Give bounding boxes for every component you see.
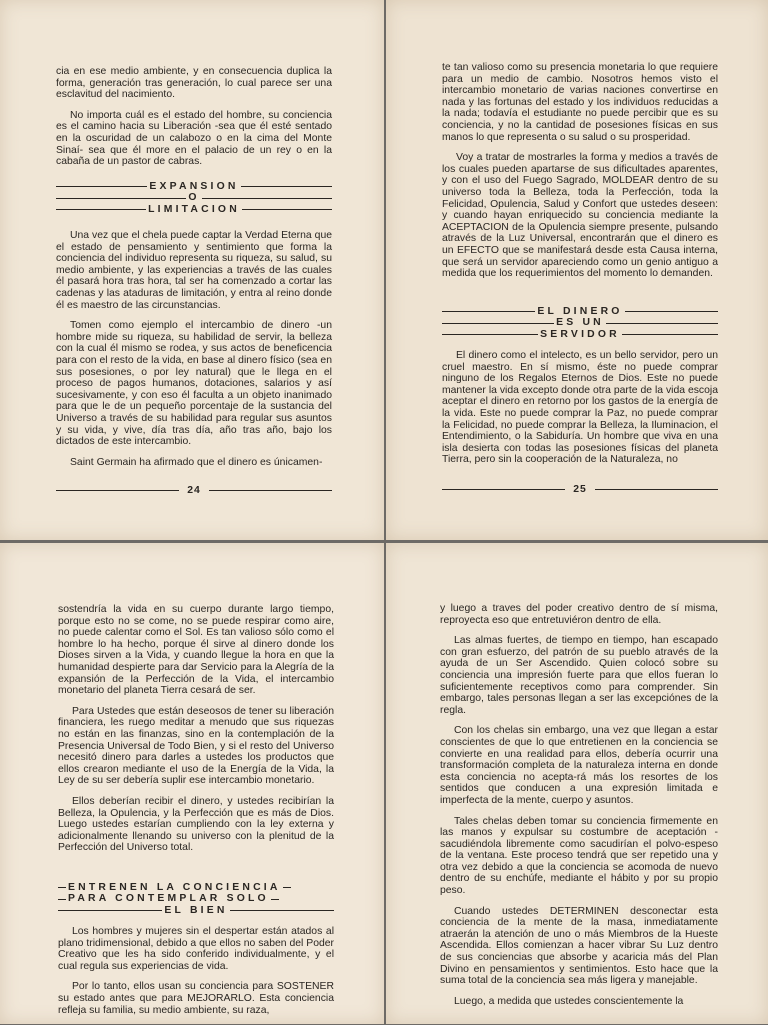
paragraph: Voy a tratar de mostrarles la forma y medios a través de los cuales pueden apartarse de sus dificultades aparentes, y con el uso del Fuego Sagrado, MOLDEAR dentro de su universo toda la Belleza, toda la Perfección, toda la Felicidad, Opulencia, Salud y Confort que ustedes deseen: y cuando hayan enriquecido su conciencia mediante la ACEPTACION de la Opulencia siempre presente, pulsando através de la Luz Universal, encontrarán que el dinero es un EFECTO que se manifestará desde esta Causa interna, que será un servidor apareciendo como un genio antiguo a medida que los requerimientos del momento lo demanden. — [442, 152, 718, 280]
paragraph: Tomen como ejemplo el intercambio de dinero -un hombre mide su riqueza, su habilidad de servir, la belleza con la cual él mismo se rodea, y sus actos de beneficencia para con el resto de la vida, en base al dinero físico (sea en sus posesiones, o por ley natural) que le llega en el proceso de pagos humanos, dotaciones, salarios y así sucesivamente, y con eso él faculta a un objeto inanimado para que le de un pequeño porcentaje de la sustancia del Universo a través de su habilidad para regular sus asuntos y su vida, y vive, día tras día, año tras año, bajo los dictados de este intercambio. — [56, 320, 332, 448]
paragraph: Para Ustedes que están deseosos de tener su liberación financiera, les ruego meditar a menudo que sus riquezas no están en las finanzas, sino en la contemplación de la Presencia Universal de Todo Bien, y si el resto del Universo necesitó dinero para darles a ustedes los productos que ellos crearon mediante el uso de la Energía de la Vida, la Ley de su ser debería suplir ese intercambio monetario. — [58, 705, 334, 787]
paragraph: y luego a traves del poder creativo dentro de sí misma, reproyecta eso que entretuviéron dentro de ella. — [440, 603, 718, 626]
heading-line: ES UN — [556, 317, 604, 329]
page-26-text-top — [58, 604, 334, 863]
paragraph: Las almas fuertes, de tiempo en tiempo, han escapado con gran esfuerzo, del patrón de su pueblo através de la ayuda de un Ser Ascendido. Quien colocó sobre su conciencia una impresión fuerte para que ellos fueran lo suficientemente receptivos como para comprender. Sin embargo, tales personas llegan a ser las excepciónes de la regla. — [440, 635, 718, 716]
heading-line: O — [188, 192, 200, 204]
page-number: 24 — [187, 485, 201, 496]
section-heading-dinero — [442, 306, 718, 340]
page-25-text-bottom — [442, 350, 718, 475]
paragraph: sostendría la vida en su cuerpo durante largo tiempo, porque esto no se come, no se puede respirar como aire, no puede calentar como el Sol. Es tan valioso sólo como el hombre lo ha hecho, porque él sirve al dinero donde los Dioses sirven a la Vida, y cuando llegue la hora en que la humanidad despierte para dar Servicio para la Alegría de la expansión de la Perfección de la Vida, el intercambio monetario del planeta Tierra cesará de ser. — [58, 604, 334, 697]
page-number: 25 — [573, 484, 587, 495]
heading-line: ENTRENEN LA CONCIENCIA — [68, 882, 281, 893]
paragraph: Tales chelas deben tomar su conciencia firmemente en las manos y expulsar su costumbre de aceptación -sacudiéndola libremente como sacudirían el polvo-espeso de la ventana. Este proceso tendrá que ser repetido una y otra vez debido a que la conciencia se acomoda de nuevo dentro de su enchúfe, mediante el hábito y por su propio peso. — [440, 815, 718, 897]
paragraph: Saint Germain ha afirmado que el dinero es únicamen- — [70, 456, 323, 468]
paragraph: El dinero como el intelecto, es un bello servidor, pero un cruel maestro. En sí mismo, éste no puede comprar ninguno de los Regalos Eternos de Dios. Este no puede mantener la vida excepto donde otra parte de la vida escoja aceptar el dinero en retorno por los gastos de la energía de la vida. Este no puede comprar la Paz, no puede comprar la Felicidad, no puede comprar la Belleza, la Iluminacion, el Entendimiento, o la Sabiduría. Un hombre que viva en una isla desierta con todas las posesiones físicas del planeta Tierra, pero sin la cooperación de la Naturaleza, no — [442, 350, 718, 466]
heading-line: EL DINERO — [537, 306, 623, 317]
paragraph: cia en ese medio ambiente, y en consecuencia duplica la forma, generación tras generación, lo cual parece ser una esclavitud del nacimiento. — [56, 66, 332, 101]
page-24-text-bottom — [56, 230, 332, 477]
paragraph: Los hombres y mujeres sin el despertar están atados al plano tridimensional, debido a que ellos no saben del Poder Creativo que les ha sido conferido individualmente, y el cual regula sus experiencias de vida. — [58, 926, 334, 972]
paragraph: Con los chelas sin embargo, una vez que llegan a estar conscientes de que lo que entretienen en la conciencia se convierte en una realidad para ellos, debería ocurrir una transformación completa de la naturaleza interna en donde esta conciencia no acepta-rá más los resortes de los sentidos que conducen a una expresión limitada e imperfecta de la mente, cuerpo y asuntos. — [440, 725, 718, 806]
heading-line: PARA CONTEMPLAR SOLO — [68, 893, 269, 905]
paragraph: Ellos deberían recibir el dinero, y ustedes recibirían la Belleza, la Opulencia, y la Perfección que es más de Dios. Luego ustedes estarían cumpliendo con la ley externa y adicionalmente llenando su universo con la plenitud de la Perfección del Universo total. — [58, 795, 334, 854]
section-heading-expansion — [56, 181, 332, 215]
heading-line: SERVIDOR — [540, 328, 620, 340]
heading-line: EXPANSION — [149, 181, 239, 192]
paragraph: No importa cuál es el estado del hombre, su conciencia es el camino hacia su Liberación -sea que él esté sentado en la oscuridad de un calabozo o en la cima del Monte Sinaí- sea que él more en el palacio de un rey o en la cabaña de un pastor de cabras. — [56, 109, 332, 168]
paragraph: Por lo tanto, ellos usan su conciencia para SOSTENER su estado antes que para MEJORARLO. Esta conciencia refleja su familia, su medio ambiente, su raza, — [58, 981, 334, 1016]
page-number-24 — [56, 485, 332, 496]
page-25-text-top — [442, 62, 718, 289]
page-27-text — [440, 603, 718, 1016]
heading-line: LIMITACION — [148, 203, 240, 215]
paragraph: Cuando ustedes DETERMINEN desconectar esta conciencia de la mente de la masa, inmediatamente atraerán la atención de uno o más Miembros de la Hueste Ascendida. Ellos comienzan a hacer vibrar Su Luz dentro de sus conciencias que absorbe y acaricia más del Plan Divino en pensamientos y sentimientos. Esto hace que la suma total de la conciencia sea más ligera y manejable. — [440, 905, 718, 987]
page-number-25 — [442, 484, 718, 495]
page-26-text-bottom — [58, 926, 334, 1025]
paragraph: Luego, a medida que ustedes conscientemente la — [454, 995, 684, 1007]
heading-line: EL BIEN — [164, 904, 228, 916]
paragraph: Una vez que el chela puede captar la Verdad Eterna que el estado de pensamiento y sentimiento que forma la conciencia del individuo representa su riqueza, su salud, su medio ambiente, y las experiencias a través de las cuales él pasará hora tras hora, tal ser ha comenzado a cortar las cadenas y las ataduras de limitación, y entra al reino donde él es maestro de las circunstancias. — [56, 230, 332, 311]
paragraph: te tan valioso como su presencia monetaria lo que requiere para un medio de cambio. Nosotros hemos visto el intercambio monetario de varias naciones convertirse en nada y las fortunas del estado y los individuos reducidas a la nada; todavía el estudiante no puede percibir que es su conciencia, y no la cantidad de posesiones físicas en sus manos lo que representa o su salud o su prosperidad. — [442, 62, 718, 143]
section-heading-entrenen — [58, 882, 334, 916]
page-24-text-top — [56, 66, 332, 177]
